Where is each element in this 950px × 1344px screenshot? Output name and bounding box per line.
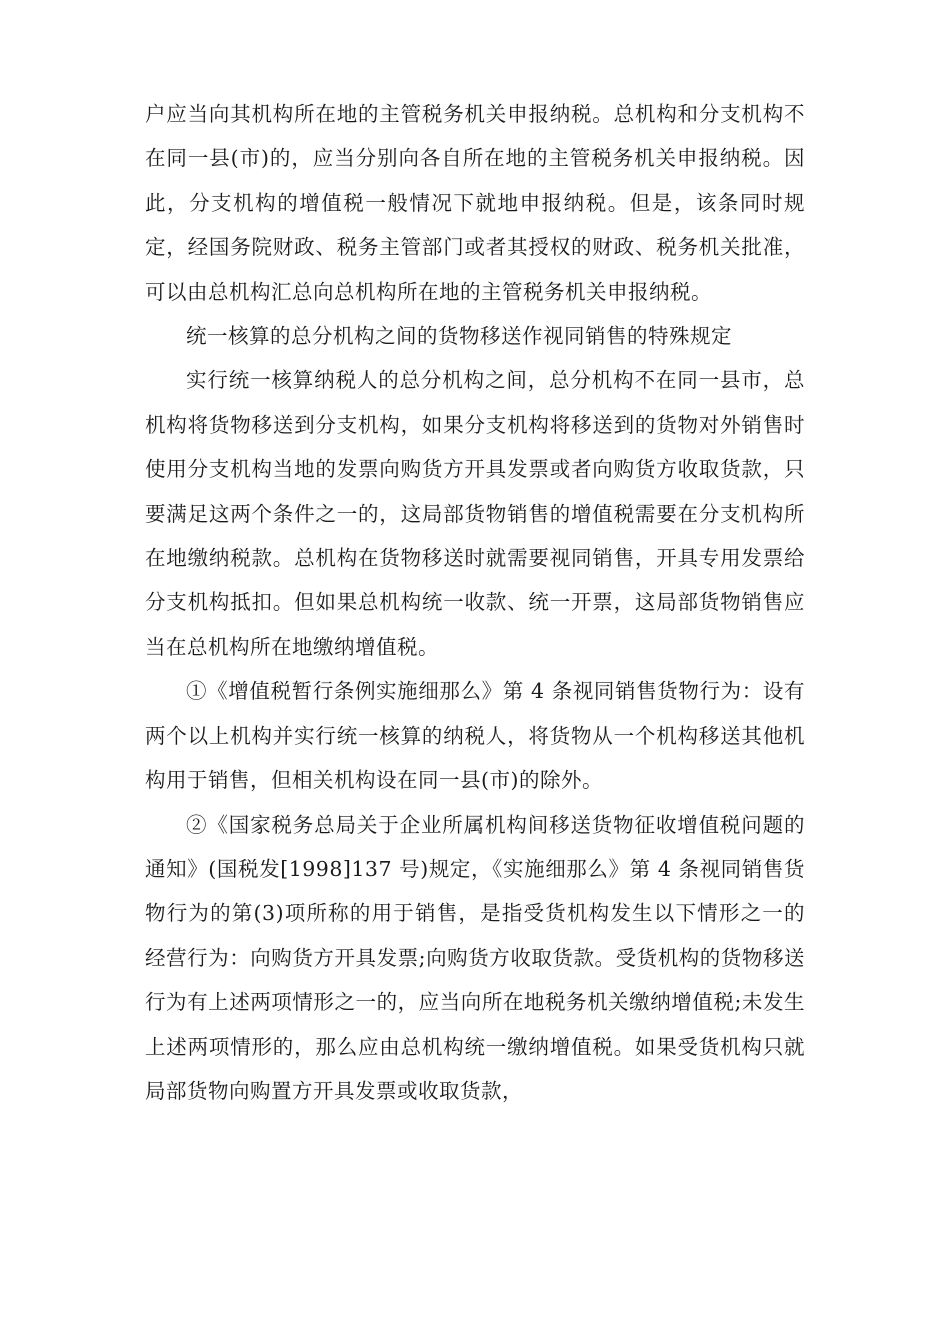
paragraph-unified-accounting: 实行统一核算纳税人的总分机构之间，总分机构不在同一县市，总机构将货物移送到分支机构，如果分支机构将移送到的货物对外销售时使用分支机构当地的发票向购货方开具发票或者向购货方收取货款，只要满足这两个条件之一的，这局部货物销售的增值税需要在分支机构所在地缴纳税款。总机构在货物移送时就需要视同销售，开具专用发票给分支机构抵扣。但如果总机构统一收款、统一开票，这局部货物销售应当在总机构所在地缴纳增值税。 [145, 368, 805, 659]
paragraph-note-1: ①《增值税暂行条例实施细那么》第 4 条视同销售货物行为：设有两个以上机构并实行统一核算的纳税人，将货物从一个机构移送其他机构用于销售，但相关机构设在同一县(市)的除外。 [145, 679, 805, 793]
section-heading: 统一核算的总分机构之间的货物移送作视同销售的特殊规定 [186, 324, 732, 349]
document-body [145, 92, 805, 1113]
paragraph-continuation: 户应当向其机构所在地的主管税务机关申报纳税。总机构和分支机构不在同一县(市)的，应当分别向各自所在地的主管税务机关申报纳税。因此，分支机构的增值税一般情况下就地申报纳税。但是，该条同时规定，经国务院财政、税务主管部门或者其授权的财政、税务机关批准，可以由总机构汇总向总机构所在地的主管税务机关申报纳税。 [145, 102, 805, 304]
paragraph-note-2: ②《国家税务总局关于企业所属机构间移送货物征收增值税问题的通知》(国税发[1998]137 号)规定，《实施细那么》第 4 条视同销售货物行为的第(3)项所称的用于销售，是指受货机构发生以下情形之一的经营行为：向购货方开具发票;向购货方收取货款。受货机构的货物移送行为有上述两项情形之一的，应当向所在地税务机关缴纳增值税;未发生上述两项情形的，那么应由总机构统一缴纳增值税。如果受货机构只就局部货物向购置方开具发票或收取货款， [145, 812, 805, 1103]
